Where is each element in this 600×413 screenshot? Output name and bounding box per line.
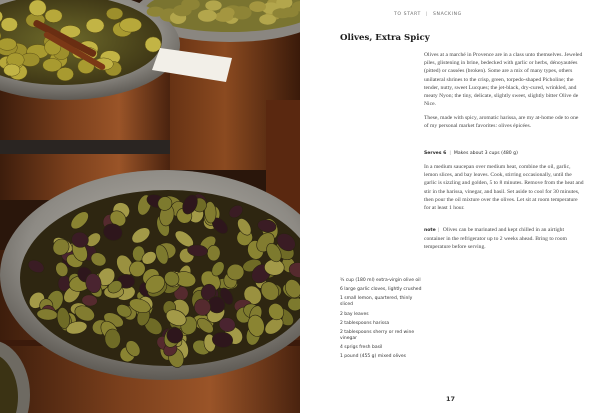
running-head-chapter: SNACKING xyxy=(433,12,462,17)
intro-paragraph-2: These, made with spicy, aromatic harissa, are my at-home ode to one of my personal market favorites: olives épicées. xyxy=(424,115,579,130)
ingredient-list xyxy=(340,278,422,364)
intro-paragraph: Olives at a marché in Provence are in a class unto themselves. Jeweled piles, glistening in brine, bedecked with garlic or herbs, dénoyautées (pitted) or cassées (broken). Some are a mix of many types, others unilateral shrines to the crisp, green, torpedo-shaped Picholine; the tender, nutty, sweet Lucques; the jet-black, dry-cured, wrinkled, and meaty Nyon; the tiny, delicate, slightly sweet, slightly bitter Olive de Nice. xyxy=(424,52,583,108)
green-olive xyxy=(43,59,62,72)
green-olive xyxy=(259,14,276,24)
running-head-section: TO START xyxy=(394,12,421,17)
note-text: Olives can be marinated and kept chilled in an airtight container in the refrigerator up to 2 weeks ahead. Bring to room temperature before serving. xyxy=(424,227,567,251)
recipe-title: Olives, Extra Spicy xyxy=(340,33,430,43)
green-olive xyxy=(220,7,235,17)
serves-line xyxy=(424,151,584,156)
serves-label: Serves 6 xyxy=(424,151,447,156)
green-olive xyxy=(45,9,62,22)
green-olive xyxy=(29,0,46,16)
ingredient-item: 6 large garlic cloves, lightly crushed xyxy=(340,287,422,293)
green-olive xyxy=(249,1,266,12)
ingredient-item: 4 sprigs fresh basil xyxy=(340,345,383,351)
serves-separator: | xyxy=(449,151,451,156)
green-olive xyxy=(4,64,20,76)
ingredient-item: 1 pound (455 g) mixed olives xyxy=(340,354,406,360)
running-head-separator: | xyxy=(425,12,429,17)
ingredient-item: 2 tablespoons sherry or red wine vinegar xyxy=(340,329,415,341)
green-olive xyxy=(207,245,221,261)
ingredient-item: 2 tablespoons harissa xyxy=(340,320,390,326)
green-olive xyxy=(205,0,221,10)
green-olive xyxy=(281,7,298,17)
running-head xyxy=(394,12,534,17)
note-label: note xyxy=(424,228,436,233)
page-number: 17 xyxy=(446,395,456,403)
green-olive xyxy=(147,7,165,17)
method-paragraph: In a medium saucepan over medium heat, combine the oil, garlic, lemon slices, and bay leaves. Cook, stirring occasionally, until the garlic is sizzling and golden, 5 to 8 minutes. Remove from the heat and stir in the harissa, vinegar, and basil. Set aside to cool for 30 minutes, then pour the oil mixture over the olives. Let sit at room temperature for at least 1 hour. xyxy=(424,164,584,212)
green-olive xyxy=(198,10,217,22)
green-olive xyxy=(86,19,104,33)
note-paragraph xyxy=(424,226,584,252)
green-olive xyxy=(173,5,192,16)
green-olive xyxy=(1,18,18,32)
green-olive xyxy=(120,18,142,32)
yield-text: Makes about 3 cups (480 g) xyxy=(453,151,518,156)
green-olive xyxy=(145,37,161,52)
ingredient-item: 2 bay leaves xyxy=(340,311,369,317)
green-olive xyxy=(106,8,123,20)
green-olive xyxy=(0,38,17,50)
ingredient-item: ¾ cup (180 ml) extra-virgin olive oil xyxy=(340,278,421,283)
recipe-page xyxy=(300,0,600,413)
ingredient-item: 1 small lemon, quartered, thinly sliced xyxy=(340,296,413,308)
note-separator: | xyxy=(437,228,440,233)
